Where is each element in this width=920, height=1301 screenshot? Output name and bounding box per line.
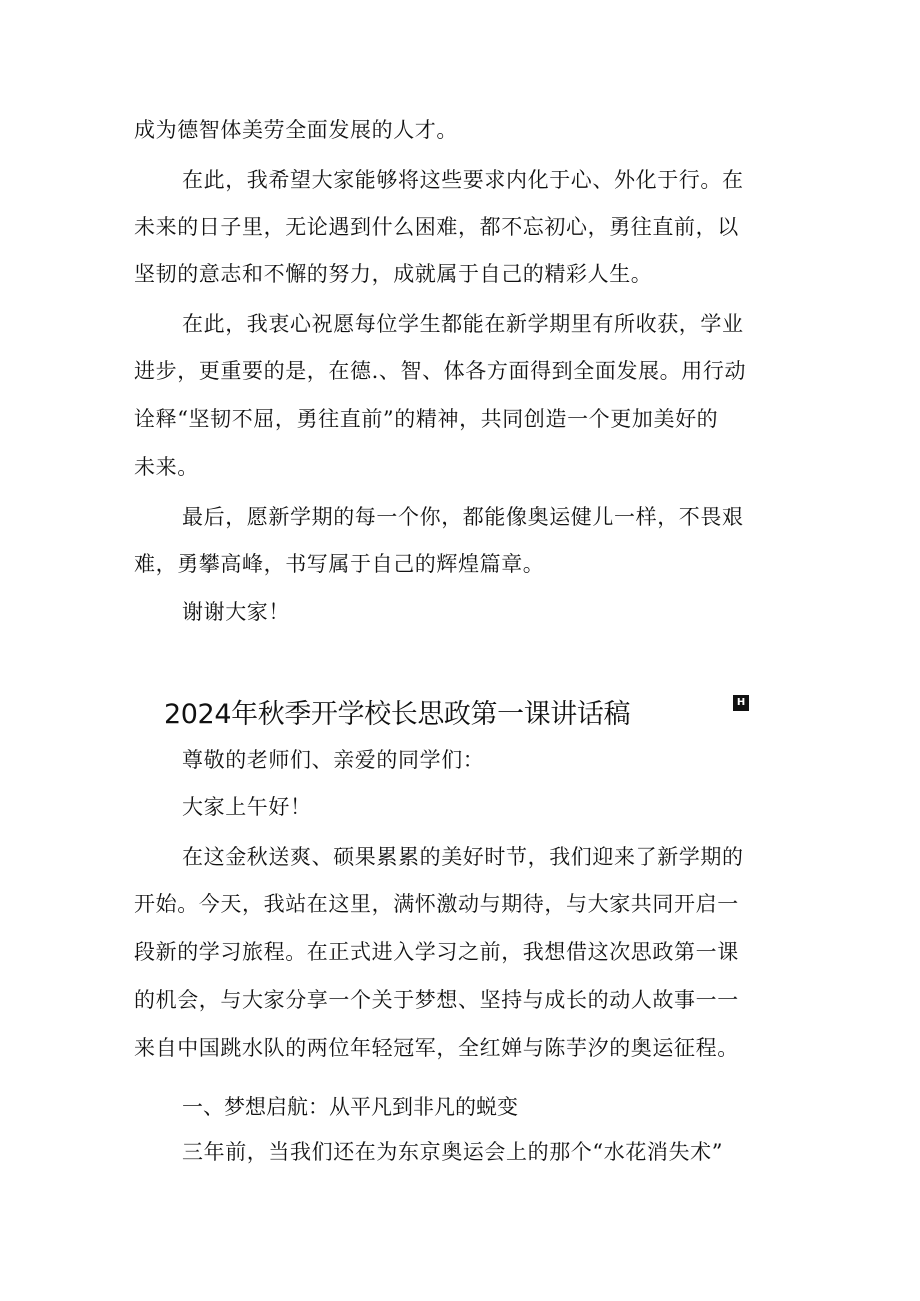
document-title: 2024年秋季开学校长思政第一课讲话稿 <box>164 699 631 730</box>
greeting-line: 大家上午好！ <box>182 795 312 819</box>
text-line: 在此，我希望大家能够将这些要求内化于心、外化于行。在 <box>182 168 744 192</box>
text-line: 来自中国跳水队的两位年轻冠军，全红婵与陈芋汐的奥运征程。 <box>134 1036 739 1060</box>
text-line: 成为德智体美劳全面发展的人才。 <box>134 118 458 142</box>
text-line: 进步，更重要的是，在德.、智、体各方面得到全面发展。用行动 <box>134 359 747 383</box>
text-line: 未来的日子里，无论遇到什么困难，都不忘初心，勇往直前，以 <box>134 215 739 239</box>
text-line: 段新的学习旅程。在正式进入学习之前，我想借这次思政第一课 <box>134 940 739 964</box>
closing-line: 谢谢大家！ <box>182 600 290 624</box>
text-line: 最后，愿新学期的每一个你，都能像奥运健儿一样，不畏艰 <box>182 505 744 529</box>
text-line: 的机会，与大家分享一个关于梦想、坚持与成长的动人故事一一 <box>134 988 739 1012</box>
text-line: 坚韧的意志和不懈的努力，成就属于自己的精彩人生。 <box>134 262 653 286</box>
text-line: 在此，我衷心祝愿每位学生都能在新学期里有所收获，学业 <box>182 312 744 336</box>
text-line: 在这金秋送爽、硕果累累的美好时节，我们迎来了新学期的 <box>182 845 744 869</box>
text-line: 未来。 <box>134 455 199 479</box>
section-heading: 一、梦想启航：从平凡到非凡的蜕变 <box>182 1095 518 1119</box>
text-line: 诠释“坚韧不屈，勇往直前”的精神，共同创造一个更加美好的 <box>134 407 719 431</box>
text-line: 开始。今天，我站在这里，满怀激动与期待，与大家共同开启一 <box>134 892 739 916</box>
salutation-line: 尊敬的老师们、亲爱的同学们： <box>182 748 485 772</box>
text-line: 三年前，当我们还在为东京奥运会上的那个“水花消失术” <box>182 1140 724 1164</box>
text-line: 难，勇攀高峰，书写属于自己的辉煌篇章。 <box>134 552 545 576</box>
title-marker-icon: H <box>733 695 749 711</box>
